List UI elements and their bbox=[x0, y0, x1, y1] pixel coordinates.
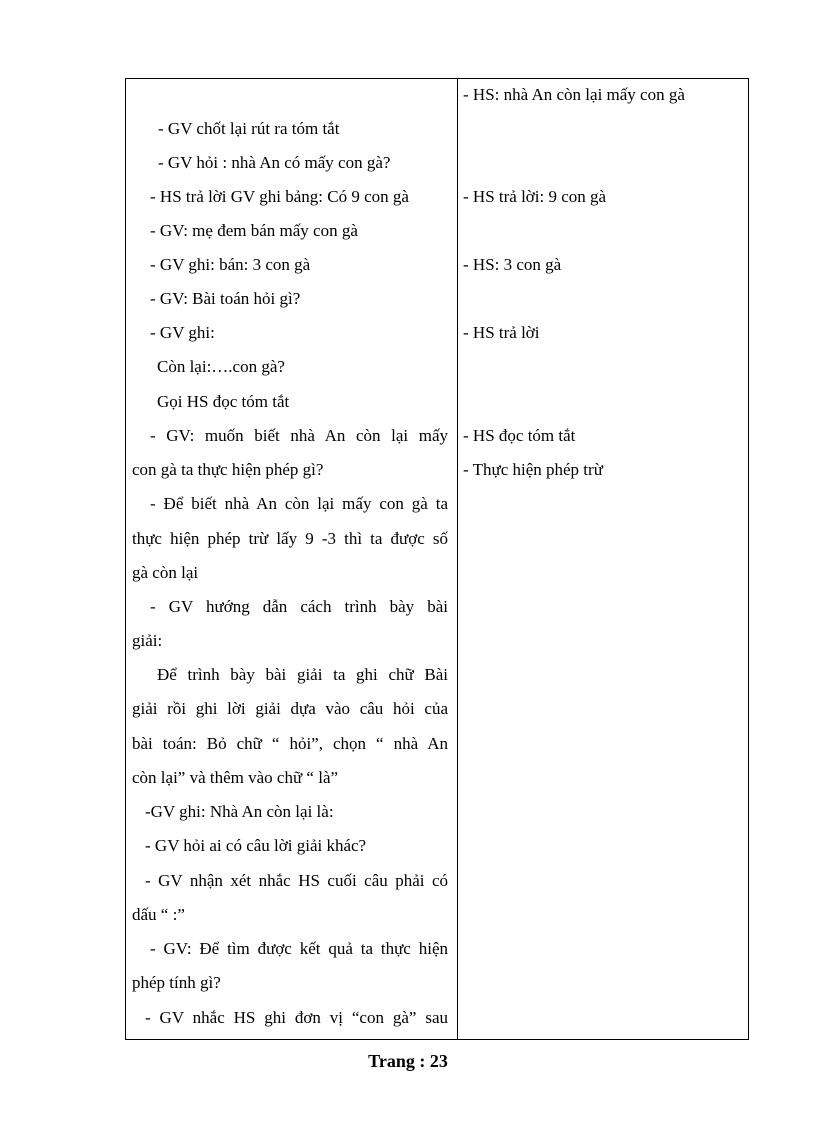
left-line-24: dấu “ :” bbox=[132, 905, 185, 924]
right-line-5: - HS đọc tóm tắt bbox=[463, 426, 576, 445]
left-line-21: -GV ghi: Nhà An còn lại là: bbox=[145, 802, 334, 821]
left-line-9: Gọi HS đọc tóm tắt bbox=[157, 392, 290, 411]
left-line-5: - GV ghi: bán: 3 con gà bbox=[150, 255, 311, 274]
left-line-17: Để trình bày bài giải ta ghi chữ Bài bbox=[157, 665, 448, 684]
column-divider bbox=[457, 79, 458, 1039]
lesson-table bbox=[125, 78, 749, 1040]
page-number: Trang : 23 bbox=[368, 1051, 448, 1071]
right-line-1: - HS: nhà An còn lại mấy con gà bbox=[463, 85, 685, 104]
left-line-6: - GV: Bài toán hỏi gì? bbox=[150, 289, 301, 308]
left-line-20: còn lại” và thêm vào chữ “ là” bbox=[132, 768, 339, 787]
left-line-13: thực hiện phép trừ lấy 9 -3 thì ta được số bbox=[132, 529, 448, 548]
left-line-23: - GV nhận xét nhắc HS cuối câu phải có bbox=[145, 871, 448, 890]
left-line-1: - GV chốt lại rút ra tóm tắt bbox=[158, 119, 340, 138]
left-line-12: - Để biết nhà An còn lại mấy con gà ta bbox=[150, 494, 448, 513]
right-line-3: - HS: 3 con gà bbox=[463, 255, 562, 274]
left-line-8: Còn lại:….con gà? bbox=[157, 357, 285, 376]
left-line-10: - GV: muốn biết nhà An còn lại mấy bbox=[150, 426, 448, 445]
left-line-15: - GV hướng dẫn cách trình bày bài bbox=[150, 597, 448, 616]
left-line-14: gà còn lại bbox=[132, 563, 199, 582]
right-line-6: - Thực hiện phép trừ bbox=[463, 460, 603, 479]
left-line-2: - GV hỏi : nhà An có mấy con gà? bbox=[158, 153, 391, 172]
left-line-26: phép tính gì? bbox=[132, 973, 221, 992]
right-line-4: - HS trả lời bbox=[463, 323, 540, 342]
left-line-7: - GV ghi: bbox=[150, 323, 215, 342]
left-line-16: giải: bbox=[132, 631, 163, 650]
left-line-18: giải rồi ghi lời giải dựa vào câu hỏi của bbox=[132, 699, 448, 718]
left-line-3: - HS trả lời GV ghi bảng: Có 9 con gà bbox=[150, 187, 409, 206]
left-line-25: - GV: Để tìm được kết quả ta thực hiện bbox=[150, 939, 448, 958]
left-line-11: con gà ta thực hiện phép gì? bbox=[132, 460, 324, 479]
right-line-2: - HS trả lời: 9 con gà bbox=[463, 187, 607, 206]
left-line-19: bài toán: Bỏ chữ “ hỏi”, chọn “ nhà An bbox=[132, 734, 448, 753]
left-line-4: - GV: mẹ đem bán mấy con gà bbox=[150, 221, 358, 240]
left-line-27: - GV nhắc HS ghi đơn vị “con gà” sau bbox=[145, 1008, 448, 1027]
left-line-22: - GV hỏi ai có câu lời giải khác? bbox=[145, 836, 367, 855]
